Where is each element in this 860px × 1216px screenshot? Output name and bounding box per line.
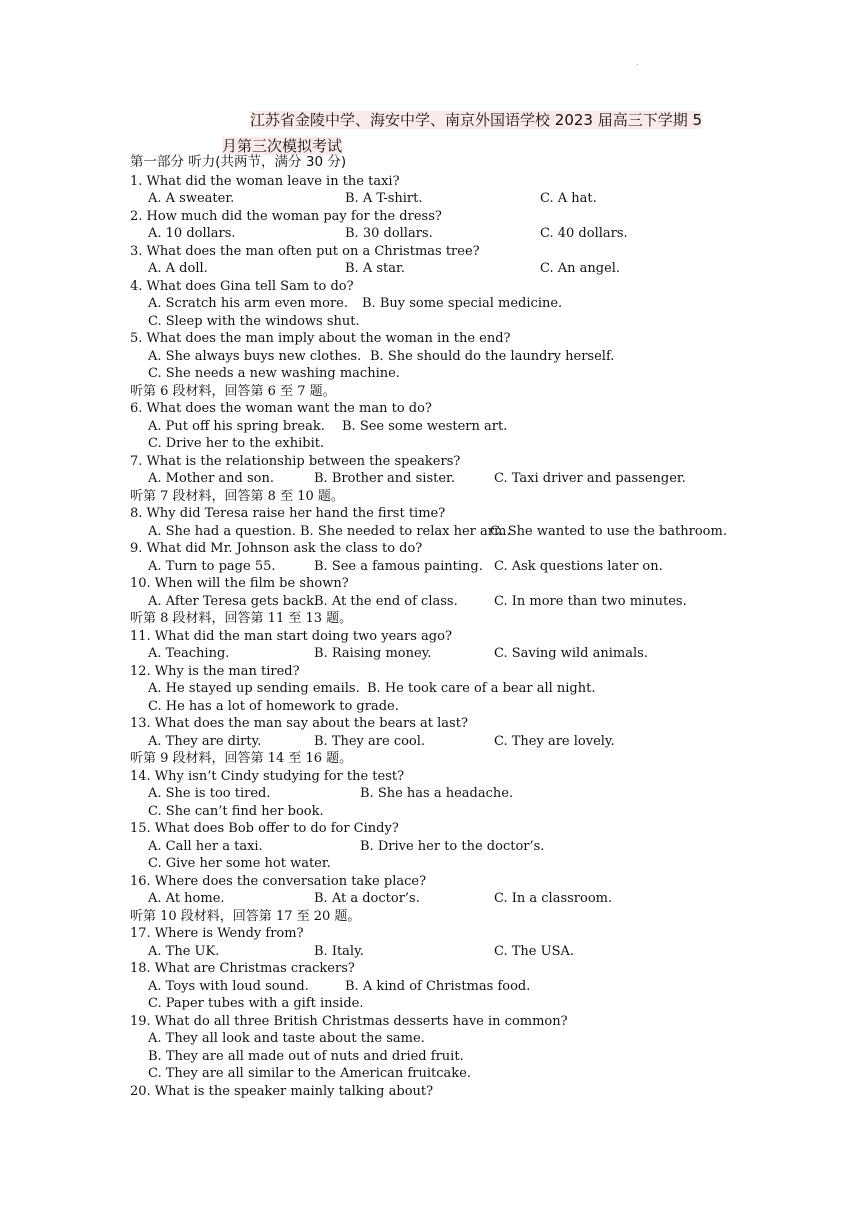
- listening-instruction: 听第 6 段材料，回答第 6 至 7 题。: [130, 383, 336, 399]
- answer-option: A. She always buys new clothes.: [148, 348, 362, 364]
- question-stem: 5. What does the man imply about the woman in the end?: [130, 331, 511, 346]
- answer-option: C. Sleep with the windows shut.: [148, 313, 360, 329]
- listening-instruction: 听第 8 段材料，回答第 11 至 13 题。: [130, 611, 353, 626]
- answer-option: C. Saving wild animals.: [494, 646, 648, 661]
- question-stem: 6. What does the woman want the man to do?: [130, 401, 432, 416]
- question-stem: 8. Why did Teresa raise her hand the first time?: [130, 506, 446, 521]
- options-row: [130, 295, 830, 313]
- answer-option: C. She wanted to use the bathroom.: [490, 523, 727, 539]
- question-stem: 14. Why isn’t Cindy studying for the test?: [130, 768, 405, 784]
- header-dot: .: [636, 58, 639, 67]
- answer-option: A. A sweater.: [148, 191, 235, 206]
- answer-option: B. A star.: [345, 261, 405, 276]
- listening-instruction: 听第 10 段材料，回答第 17 至 20 题。: [130, 908, 361, 924]
- answer-option: B. See some western art.: [342, 418, 508, 434]
- answer-option: B. At the end of class.: [314, 593, 458, 609]
- options-row: [130, 943, 830, 961]
- options-row: [130, 995, 830, 1013]
- section-heading: 第一部分 听力(共两节，满分 30 分): [130, 154, 347, 170]
- options-row: [130, 680, 830, 698]
- options-row: [130, 733, 830, 751]
- question-list: [130, 154, 830, 1100]
- answer-option: A. After Teresa gets back.: [148, 593, 319, 609]
- answer-option: B. A T-shirt.: [345, 191, 423, 206]
- answer-option: B. Italy.: [314, 943, 364, 959]
- answer-option: B. They are all made out of nuts and dried fruit.: [148, 1048, 464, 1064]
- question-stem: 1. What did the woman leave in the taxi?: [130, 173, 400, 189]
- options-row: [130, 225, 830, 243]
- answer-option: C. He has a lot of homework to grade.: [148, 698, 399, 714]
- answer-option: A. Scratch his arm even more.: [148, 296, 349, 311]
- answer-option: C. In more than two minutes.: [494, 593, 687, 609]
- options-row: [130, 435, 830, 453]
- options-row: [130, 698, 830, 716]
- options-row: [130, 785, 830, 803]
- answer-option: C. Ask questions later on.: [494, 558, 663, 574]
- answer-option: B. Drive her to the doctor’s.: [360, 838, 545, 854]
- options-row: [130, 558, 830, 576]
- options-row: [130, 365, 830, 383]
- answer-option: A. He stayed up sending emails.: [148, 681, 360, 696]
- options-row: [130, 978, 830, 996]
- answer-option: C. Drive her to the exhibit.: [148, 436, 325, 451]
- question-stem: 16. Where does the conversation take place?: [130, 873, 427, 889]
- answer-option: C. They are lovely.: [494, 733, 615, 749]
- answer-option: C. Taxi driver and passenger.: [494, 471, 686, 486]
- options-row: [130, 1030, 830, 1048]
- question-stem: 20. What is the speaker mainly talking about?: [130, 1083, 434, 1099]
- answer-option: C. Paper tubes with a gift inside.: [148, 996, 364, 1011]
- options-row: [130, 593, 830, 611]
- question-stem: 12. Why is the man tired?: [130, 663, 300, 679]
- answer-option: C. Give her some hot water.: [148, 856, 331, 871]
- answer-option: C. An angel.: [540, 261, 621, 276]
- question-stem: 11. What did the man start doing two years ago?: [130, 628, 452, 644]
- answer-option: A. She is too tired.: [148, 786, 271, 801]
- listening-instruction: 听第 9 段材料，回答第 14 至 16 题。: [130, 751, 353, 766]
- answer-option: B. Buy some special medicine.: [362, 296, 563, 311]
- title-line-1: 江苏省金陵中学、海安中学、南京外国语学校 2023 届高三下学期 5: [250, 111, 703, 129]
- answer-option: A. Call her a taxi.: [148, 838, 263, 854]
- question-stem: 13. What does the man say about the bears at last?: [130, 716, 468, 731]
- answer-option: B. Brother and sister.: [314, 471, 455, 486]
- answer-option: A. Put off his spring break.: [148, 418, 325, 434]
- answer-option: A. They all look and taste about the same.: [148, 1031, 425, 1046]
- answer-option: A. Toys with loud sound.: [148, 978, 309, 994]
- listening-instruction: 听第 7 段材料，回答第 8 至 10 题。: [130, 488, 344, 504]
- answer-option: A. The UK.: [148, 943, 220, 959]
- question-stem: 15. What does Bob offer to do for Cindy?: [130, 821, 399, 836]
- options-row: [130, 1065, 830, 1083]
- options-row: [130, 190, 830, 208]
- question-stem: 17. Where is Wendy from?: [130, 926, 304, 941]
- question-stem: 2. How much did the woman pay for the dress?: [130, 208, 442, 224]
- answer-option: B. She needed to relax her arm.: [300, 523, 511, 539]
- answer-option: A. She had a question.: [148, 523, 296, 539]
- question-stem: 9. What did Mr. Johnson ask the class to do?: [130, 541, 423, 556]
- answer-option: B. 30 dollars.: [345, 226, 433, 241]
- answer-option: B. He took care of a bear all night.: [367, 681, 596, 696]
- options-row: [130, 855, 830, 873]
- answer-option: C. They are all similar to the American fruitcake.: [148, 1066, 471, 1081]
- answer-option: B. At a doctor’s.: [314, 891, 420, 906]
- options-row: [130, 348, 830, 366]
- answer-option: C. A hat.: [540, 191, 597, 206]
- answer-option: A. Teaching.: [148, 646, 230, 661]
- title-line-2: 月第三次模拟考试: [222, 137, 343, 155]
- options-row: [130, 803, 830, 821]
- question-stem: 7. What is the relationship between the speakers?: [130, 453, 461, 469]
- answer-option: C. 40 dollars.: [540, 226, 628, 241]
- answer-option: A. Turn to page 55.: [148, 558, 276, 574]
- options-row: [130, 890, 830, 908]
- question-stem: 10. When will the film be shown?: [130, 576, 349, 591]
- options-row: [130, 470, 830, 488]
- answer-option: A. A doll.: [148, 261, 208, 276]
- answer-option: C. In a classroom.: [494, 891, 613, 906]
- answer-option: B. She should do the laundry herself.: [370, 348, 615, 364]
- answer-option: A. They are dirty.: [148, 733, 262, 749]
- options-row: [130, 260, 830, 278]
- question-stem: 19. What do all three British Christmas desserts have in common?: [130, 1013, 568, 1029]
- options-row: [130, 1048, 830, 1066]
- answer-option: C. She needs a new washing machine.: [148, 366, 400, 381]
- options-row: [130, 418, 830, 436]
- options-row: [130, 523, 830, 541]
- question-stem: 18. What are Christmas crackers?: [130, 961, 355, 976]
- options-row: [130, 645, 830, 663]
- question-stem: 3. What does the man often put on a Christmas tree?: [130, 243, 480, 259]
- answer-option: B. Raising money.: [314, 646, 432, 661]
- answer-option: C. She can’t find her book.: [148, 803, 324, 819]
- question-stem: 4. What does Gina tell Sam to do?: [130, 278, 354, 294]
- answer-option: B. She has a headache.: [360, 786, 514, 801]
- answer-option: A. Mother and son.: [148, 471, 275, 486]
- options-row: [130, 838, 830, 856]
- answer-option: B. They are cool.: [314, 733, 426, 749]
- options-row: [130, 313, 830, 331]
- answer-option: B. See a famous painting.: [314, 558, 483, 574]
- answer-option: A. At home.: [148, 891, 225, 906]
- answer-option: A. 10 dollars.: [148, 226, 236, 241]
- answer-option: B. A kind of Christmas food.: [345, 978, 531, 994]
- answer-option: C. The USA.: [494, 943, 574, 959]
